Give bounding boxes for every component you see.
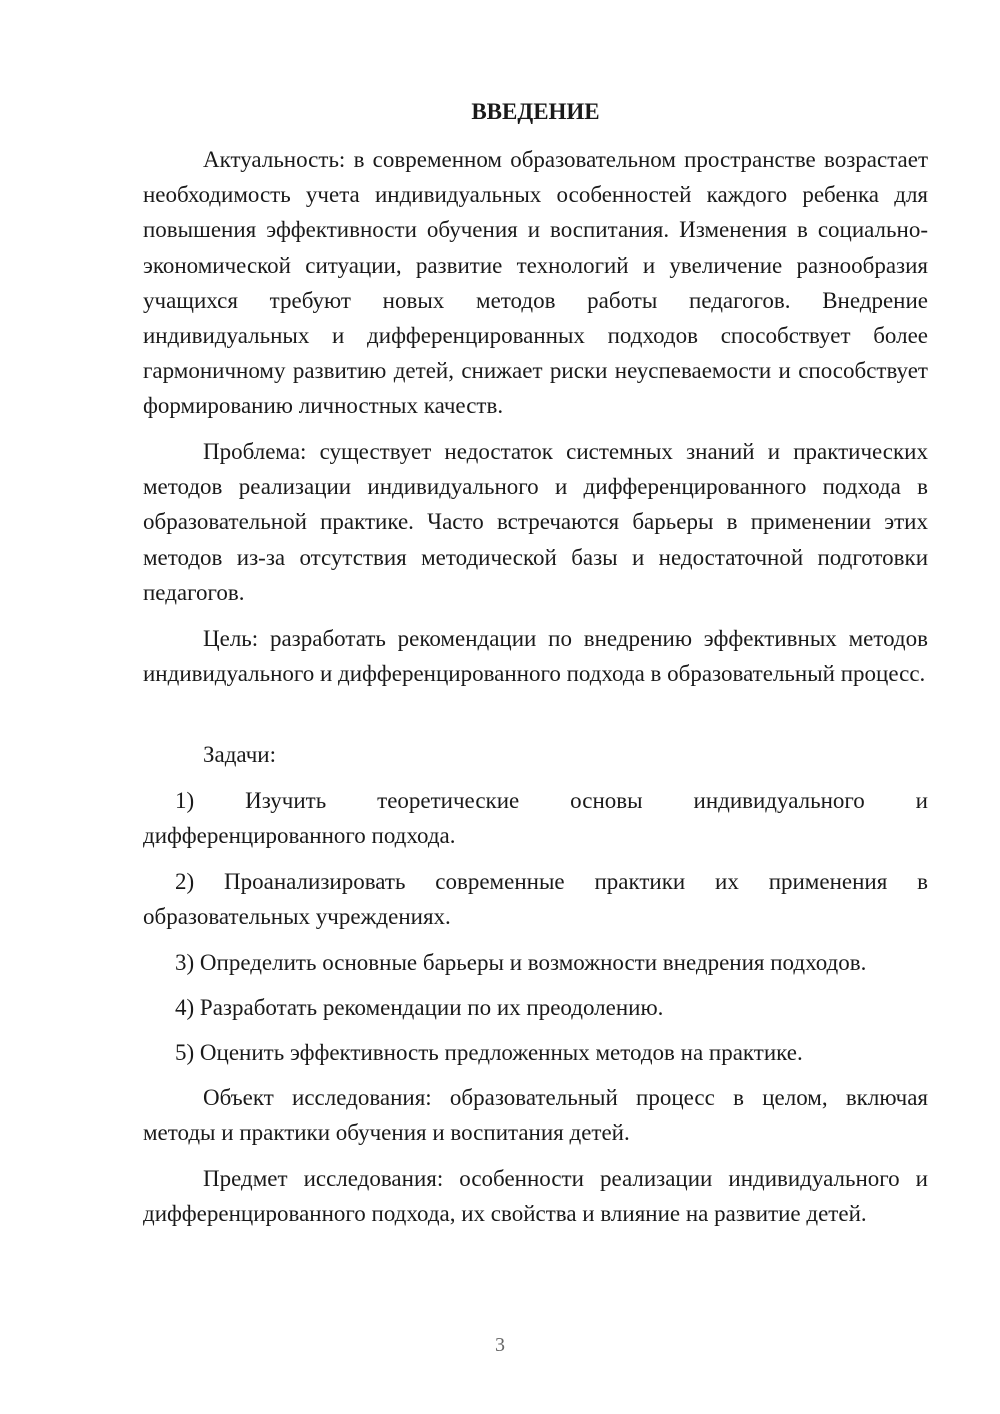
page-number: 3 xyxy=(495,1334,505,1356)
subject-paragraph: Предмет исследования: особенности реализации индивидуального и дифференцированного подхода, их свойства и влияние на развитие детей. xyxy=(143,1166,928,1227)
task-item-5: 5) Оценить эффективность предложенных методов на практике. xyxy=(175,1040,803,1065)
section-title: ВВЕДЕНИЕ xyxy=(471,99,600,124)
task-item-3: 3) Определить основные барьеры и возможности внедрения подходов. xyxy=(175,950,867,975)
task-item-2: 2) Проанализировать современные практики их применения в образовательных учреждениях. xyxy=(143,869,928,930)
problem-paragraph: Проблема: существует недостаток системных знаний и практических методов реализации индивидуального и дифференцированного подхода в образовательной практике. Часто встречаются барьеры в применении этих методов из-за отсутствия методической базы и недостаточной подготовки педагогов. xyxy=(143,439,928,605)
task-item-4: 4) Разработать рекомендации по их преодолению. xyxy=(175,995,664,1020)
tasks-heading: Задачи: xyxy=(203,742,276,767)
goal-paragraph: Цель: разработать рекомендации по внедрению эффективных методов индивидуального и дифференцированного подхода в образовательный процесс. xyxy=(143,626,928,687)
object-paragraph: Объект исследования: образовательный процесс в целом, включая методы и практики обучения и воспитания детей. xyxy=(143,1085,928,1146)
task-item-1: 1) Изучить теоретические основы индивидуального и дифференцированного подхода. xyxy=(143,788,928,849)
relevance-paragraph: Актуальность: в современном образовательном пространстве возрастает необходимость учета индивидуальных особенностей каждого ребенка для повышения эффективности обучения и воспитания. Изменения в социально-экономической ситуации, развитие технологий и увеличение разнообразия учащихся требуют новых методов работы педагогов. Внедрение индивидуальных и дифференцированных подходов способствует более гармоничному развитию детей, снижает риски неуспеваемости и способствует формированию личностных качеств. xyxy=(143,147,928,419)
